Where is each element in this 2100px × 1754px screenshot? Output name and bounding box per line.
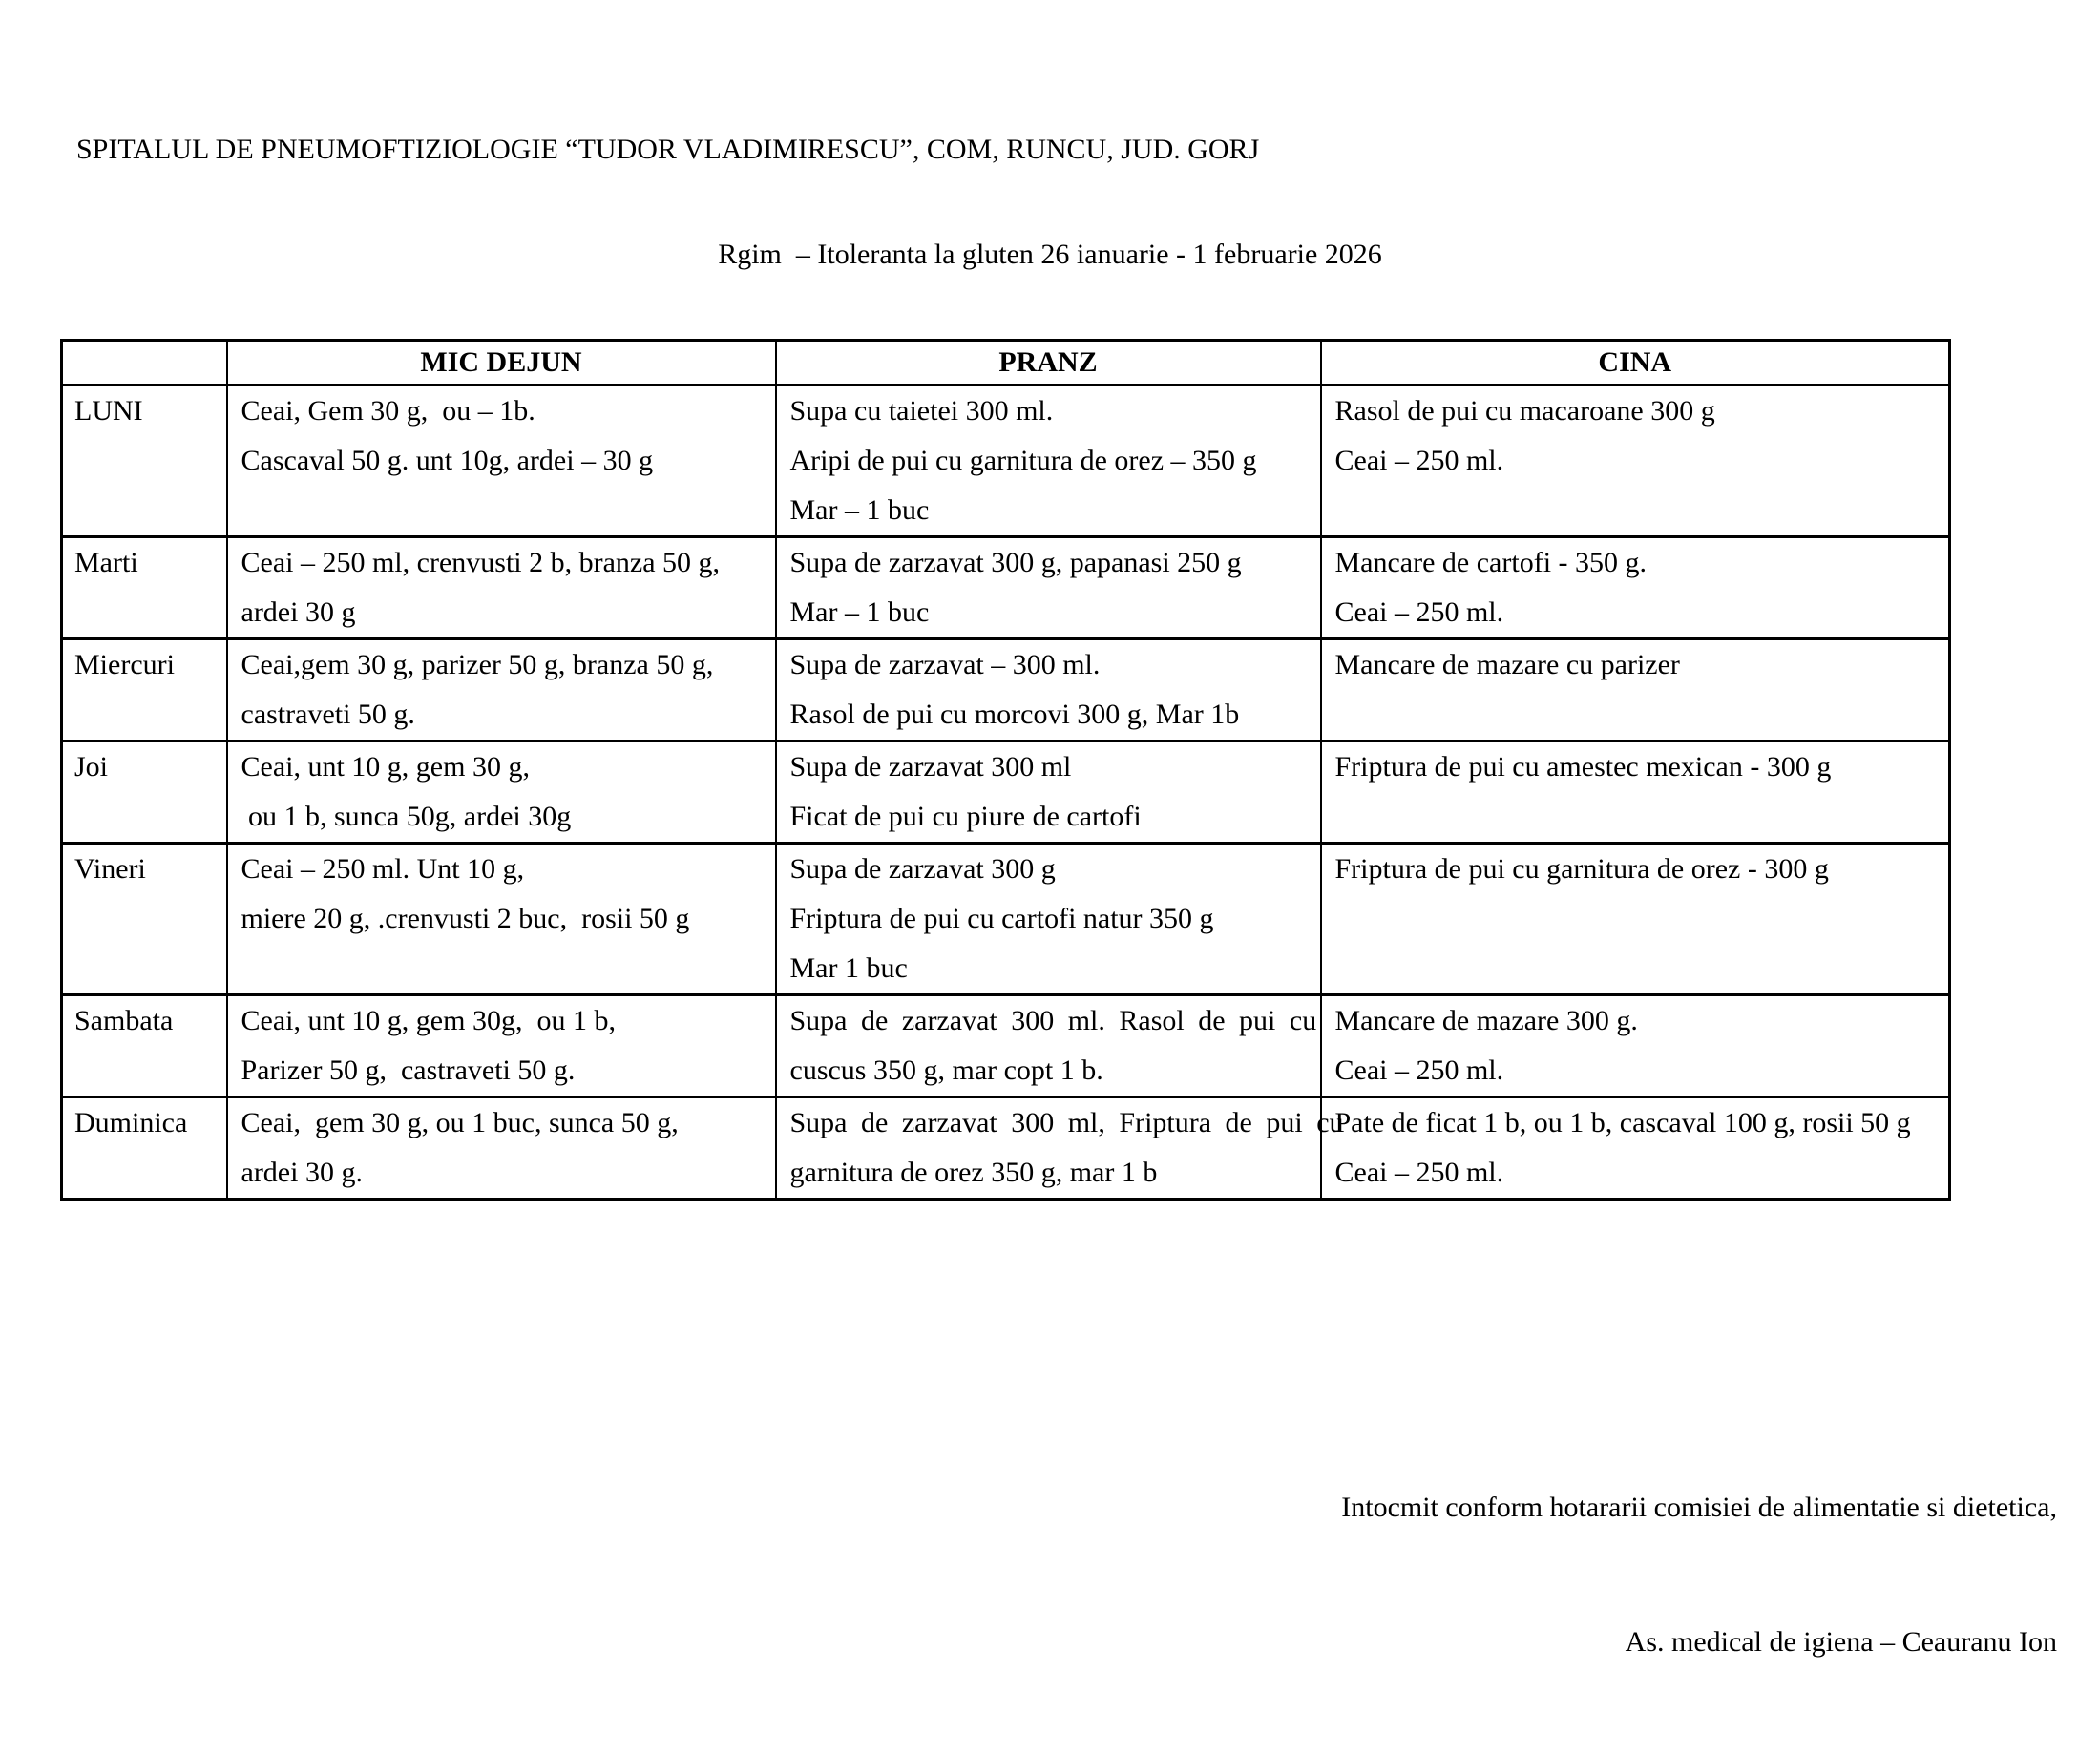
meal-line: Rasol de pui cu morcovi 300 g, Mar 1b (789, 699, 1240, 730)
header-cell-mic-dejun: MIC DEJUN (227, 341, 776, 386)
meal-line: Mar 1 buc (789, 952, 908, 984)
pranz-cell (776, 844, 1321, 995)
meal-line: Cascaval 50 g. unt 10g, ardei – 30 g (241, 445, 654, 476)
mic-dejun-cell (227, 1097, 776, 1200)
meal-line: Ceai,gem 30 g, parizer 50 g, branza 50 g, (241, 649, 714, 680)
table-row-sambata (62, 995, 1950, 1097)
meal-line: Ceai – 250 ml. (1334, 1054, 1504, 1086)
pranz-cell (776, 639, 1321, 741)
table-row-vineri (62, 844, 1950, 995)
meal-line: Aripi de pui cu garnitura de orez – 350 g (789, 445, 1257, 476)
footer-line-1: Intocmit conform hotararii comisiei de alimentatie si dietetica, (1341, 1492, 2057, 1523)
meal-line: Supa de zarzavat 300 ml (789, 751, 1072, 783)
meal-line: Supa de zarzavat 300 ml, Friptura de pui cu (789, 1107, 1344, 1138)
day-label: LUNI (74, 395, 143, 427)
day-label: Joi (74, 751, 109, 783)
day-cell (62, 386, 227, 537)
meal-line: Friptura de pui cu garnitura de orez - 300 g (1334, 853, 1829, 885)
meal-line: Supa de zarzavat – 300 ml. (789, 649, 1101, 680)
pranz-cell (776, 741, 1321, 844)
table-row-duminica (62, 1097, 1950, 1200)
meal-line: Friptura de pui cu amestec mexican - 300 g (1334, 751, 1832, 783)
meal-line: Supa de zarzavat 300 g, papanasi 250 g (789, 547, 1242, 578)
mic-dejun-cell (227, 844, 776, 995)
meal-line: castraveti 50 g. (241, 699, 415, 730)
cina-cell (1321, 995, 1950, 1097)
header-cell-day (62, 341, 227, 386)
cina-cell (1321, 386, 1950, 537)
day-cell (62, 1097, 227, 1200)
meal-line: Rasol de pui cu macaroane 300 g (1334, 395, 1715, 427)
meal-line: ardei 30 g (241, 596, 356, 628)
table-row-marti (62, 537, 1950, 639)
header-row (62, 341, 1950, 386)
meal-line: ou 1 b, sunca 50g, ardei 30g (241, 801, 572, 832)
document-title: SPITALUL DE PNEUMOFTIZIOLOGIE “TUDOR VLADIMIRESCU”, COM, RUNCU, JUD. GORJ (76, 134, 1260, 165)
day-label: Miercuri (74, 649, 175, 680)
meal-line: Ceai – 250 ml. (1334, 1157, 1504, 1188)
meal-line: Supa de zarzavat 300 g (789, 853, 1056, 885)
meal-line: Ceai, gem 30 g, ou 1 buc, sunca 50 g, (241, 1107, 679, 1138)
meal-line: miere 20 g, .crenvusti 2 buc, rosii 50 g (241, 903, 690, 934)
footer-line-2: As. medical de igiena – Ceauranu Ion (1625, 1626, 2057, 1658)
meal-line: garnitura de orez 350 g, mar 1 b (789, 1157, 1158, 1188)
meal-line: ardei 30 g. (241, 1157, 363, 1188)
mic-dejun-cell (227, 386, 776, 537)
cina-cell (1321, 1097, 1950, 1200)
meal-line: Friptura de pui cu cartofi natur 350 g (789, 903, 1214, 934)
cina-cell (1321, 537, 1950, 639)
cina-cell (1321, 844, 1950, 995)
document-footer (1341, 1395, 2057, 1754)
day-label: Vineri (74, 853, 146, 885)
mic-dejun-cell (227, 995, 776, 1097)
meal-line: Ceai, unt 10 g, gem 30g, ou 1 b, (241, 1005, 616, 1036)
meal-line: Supa cu taietei 300 ml. (789, 395, 1054, 427)
meal-line: Mar – 1 buc (789, 494, 930, 526)
pranz-cell (776, 1097, 1344, 1200)
meal-line: Ficat de pui cu piure de cartofi (789, 801, 1142, 832)
meal-line: Parizer 50 g, castraveti 50 g. (241, 1054, 576, 1086)
meal-line: Ceai – 250 ml. (1334, 445, 1504, 476)
table-row-miercuri (62, 639, 1950, 741)
cina-cell (1321, 741, 1950, 844)
cina-cell (1321, 639, 1950, 741)
table-row-joi (62, 741, 1950, 844)
day-cell (62, 639, 227, 741)
mic-dejun-cell (227, 741, 776, 844)
mic-dejun-cell (227, 639, 776, 741)
meal-line: Ceai – 250 ml. Unt 10 g, (241, 853, 525, 885)
day-cell (62, 995, 227, 1097)
day-cell (62, 844, 227, 995)
pranz-cell (776, 386, 1321, 537)
pranz-cell (776, 537, 1321, 639)
meal-line: cuscus 350 g, mar copt 1 b. (789, 1054, 1103, 1086)
meal-line: Ceai – 250 ml. (1334, 596, 1504, 628)
pranz-cell (776, 995, 1321, 1097)
meal-line: Ceai, Gem 30 g, ou – 1b. (241, 395, 536, 427)
meal-line: Ceai, unt 10 g, gem 30 g, (241, 751, 530, 783)
meal-line: Ceai – 250 ml, crenvusti 2 b, branza 50 g, (241, 547, 721, 578)
meal-line: Mancare de mazare cu parizer (1334, 649, 1680, 680)
day-label: Sambata (74, 1005, 174, 1036)
document-subtitle: Rgim – Itoleranta la gluten 26 ianuarie - 1 februarie 2026 (718, 239, 1382, 270)
mic-dejun-cell (227, 537, 776, 639)
menu-table (60, 339, 1951, 1201)
day-cell (62, 741, 227, 844)
day-label: Marti (74, 547, 138, 578)
day-label: Duminica (74, 1107, 188, 1138)
table-row-luni (62, 386, 1950, 537)
header-cell-pranz: PRANZ (776, 341, 1321, 386)
meal-line: Supa de zarzavat 300 ml. Rasol de pui cu (789, 1005, 1317, 1036)
meal-line: Pate de ficat 1 b, ou 1 b, cascaval 100 g, rosii 50 g (1334, 1107, 1911, 1138)
meal-line: Mancare de cartofi - 350 g. (1334, 547, 1648, 578)
menu-table-body (62, 386, 1950, 1200)
meal-line: Mancare de mazare 300 g. (1334, 1005, 1638, 1036)
header-cell-cina: CINA (1321, 341, 1950, 386)
meal-line: Mar – 1 buc (789, 596, 930, 628)
day-cell (62, 537, 227, 639)
